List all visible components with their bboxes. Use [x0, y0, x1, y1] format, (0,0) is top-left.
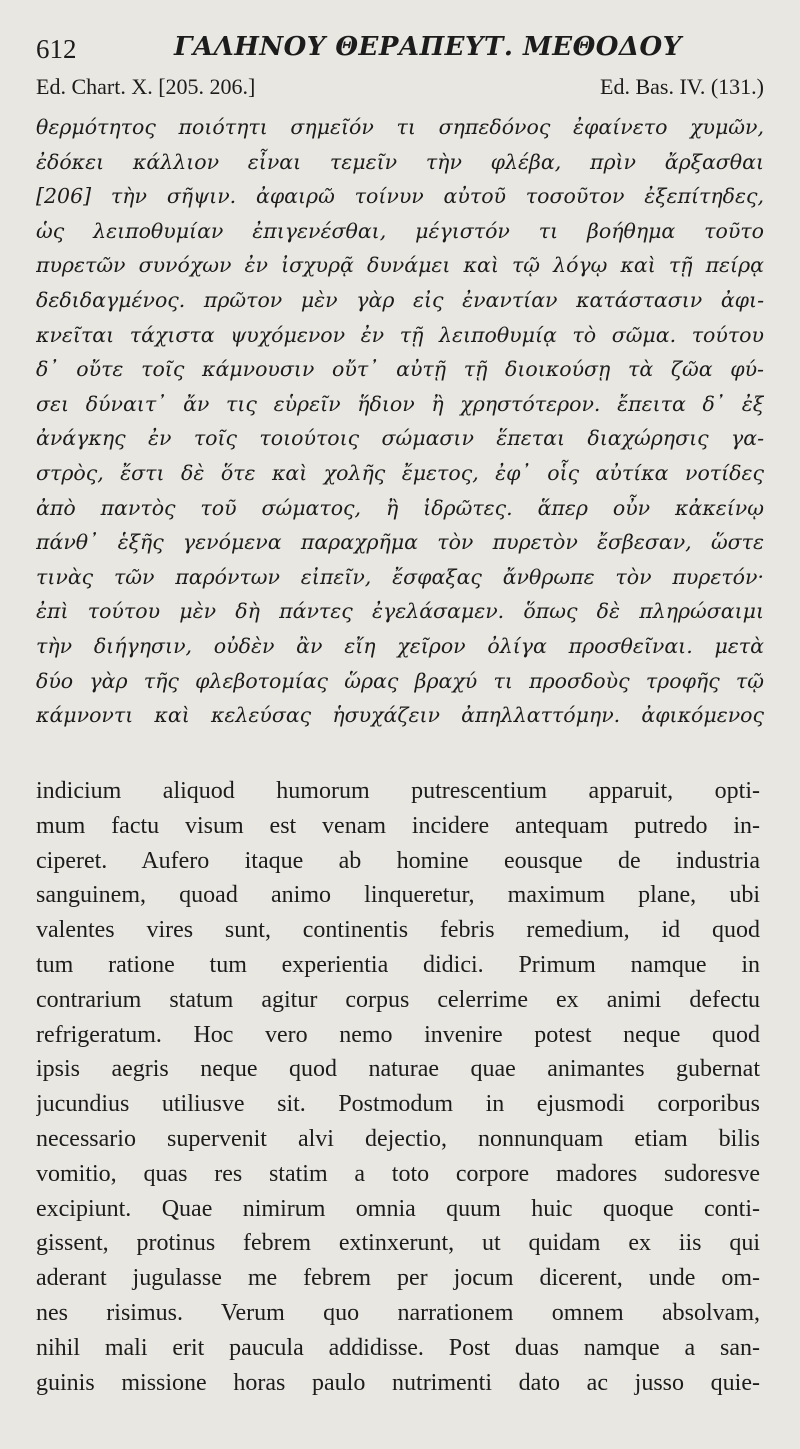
latin-text-line: valentes vires sunt, continentis febris remedium, id quod — [36, 917, 760, 944]
greek-text-line: δεδιδαγμένος. πρῶτον μὲν γὰρ εἰς ἐναντίαν κατάστασιν ἀφι- — [36, 287, 764, 312]
latin-text-line: necessario supervenit alvi dejectio, nonnunquam etiam bilis — [36, 1125, 760, 1152]
latin-text-line: contrarium statum agitur corpus celerrime ex animi defectu — [36, 986, 760, 1013]
latin-text-line: aderant jugulasse me febrem per jocum dicerent, unde om- — [36, 1265, 760, 1292]
greek-text-line: [206] τὴν σῆψιν. ἀφαιρῶ τοίνυν αὐτοῦ τοσοῦτον ἐξεπίτηδες, — [36, 184, 764, 209]
latin-text-line: indicium aliquod humorum putrescentium apparuit, opti- — [36, 778, 760, 804]
latin-text-line: ipsis aegris neque quod naturae quae animantes gubernat — [36, 1056, 760, 1083]
running-title: ΓΑΛΗΝΟΥ ΘΕΡΑΠΕΥΤ. ΜΕΘΟΔΟΥ — [174, 32, 682, 62]
edition-line — [36, 72, 764, 102]
greek-text-line: δύο γὰρ τῆς φλεβοτομίας ὥρας βραχύ τι προσδοὺς τροφῆς τῷ — [36, 668, 764, 693]
edition-chart-reference: Ed. Chart. X. [205. 206.] — [36, 74, 256, 99]
greek-text-line: ἀνάγκης ἐν τοῖς τοιούτοις σώμασιν ἕπεται διαχώρησις γα- — [36, 426, 764, 451]
greek-text-block — [36, 110, 764, 733]
latin-text-line: nihil mali erit paucula addidisse. Post duas namque a san- — [36, 1334, 760, 1361]
greek-text-line: κάμνοντι καὶ κελεύσας ἡσυχάζειν ἀπηλλαττόμην. ἀφικόμενος — [36, 703, 764, 728]
latin-text-line: vomitio, quas res statim a toto corpore madores sudoresve — [36, 1160, 760, 1187]
greek-text-line: σει δύναιτ᾽ ἄν τις εὑρεῖν ἥδιον ἢ χρηστότερον. ἔπειτα δ᾽ ἐξ — [36, 391, 764, 416]
greek-text-line: στρὸς, ἔστι δὲ ὅτε καὶ χολῆς ἔμετος, ἐφ᾽ οἷς αὐτίκα νοτίδες — [36, 460, 764, 485]
latin-text-line: guinis missione horas paulo nutrimenti dato ac jusso quie- — [36, 1369, 760, 1396]
latin-text-line: excipiunt. Quae nimirum omnia quum huic quoque conti- — [36, 1195, 760, 1222]
latin-text-line: gissent, protinus febrem extinxerunt, ut quidam ex iis qui — [36, 1230, 760, 1257]
greek-text-line: πυρετῶν συνόχων ἐν ἰσχυρᾷ δυνάμει καὶ τῷ λόγῳ καὶ τῇ πείρᾳ — [36, 253, 764, 278]
greek-text-line: ὡς λειποθυμίαν ἐπιγενέσθαι, μέγιστόν τι βοήθημα τοῦτο — [36, 218, 764, 243]
greek-text-line: τινὰς τῶν παρόντων εἰπεῖν, ἔσφαξας ἄνθρωπε τὸν πυρετόν· — [36, 564, 764, 589]
latin-text-line: sanguinem, quoad animo linqueretur, maximum plane, ubi — [36, 882, 760, 909]
greek-text-line: ἐπὶ τούτου μὲν δὴ πάντες ἐγελάσαμεν. ὅπως δὲ πληρώσαιμι — [36, 599, 764, 624]
latin-text-line: nes risimus. Verum quo narrationem omnem absolvam, — [36, 1299, 760, 1326]
latin-text-line: jucundius utiliusve sit. Postmodum in ejusmodi corporibus — [36, 1091, 760, 1118]
latin-text-line: tum ratione tum experientia didici. Primum namque in — [36, 951, 760, 978]
greek-text-line: δ᾽ οὔτε τοῖς κάμνουσιν οὔτ᾽ αὐτῇ τῇ διοικούσῃ τὰ ζῶα φύ- — [36, 357, 764, 382]
latin-text-line: ciperet. Aufero itaque ab homine eousque de industria — [36, 847, 760, 874]
page-number: 612 — [36, 34, 77, 64]
greek-text-line: ἀπὸ παντὸς τοῦ σώματος, ἢ ἱδρῶτες. ἅπερ οὖν κἀκείνῳ — [36, 495, 764, 520]
latin-text-line: mum factu visum est venam incidere antequam putredo in- — [36, 812, 760, 839]
greek-text-line: θερμότητος ποιότητι σημεῖόν τι σηπεδόνος ἐφαίνετο χυμῶν, — [36, 115, 764, 139]
latin-text-line: refrigeratum. Hoc vero nemo invenire potest neque quod — [36, 1021, 760, 1048]
latin-text-block — [36, 774, 760, 1400]
greek-text-line: ἐδόκει κάλλιον εἶναι τεμεῖν τὴν φλέβα, πρὶν ἄρξασθαι — [36, 149, 764, 174]
edition-basel-reference: Ed. Bas. IV. (131.) — [600, 74, 764, 99]
running-head — [36, 30, 764, 64]
greek-text-line: τὴν διήγησιν, οὐδὲν ἂν εἴη χεῖρον ὀλίγα προσθεῖναι. μετὰ — [36, 633, 764, 658]
greek-text-line: κνεῖται τάχιστα ψυχόμενον ἐν τῇ λειποθυμίᾳ τὸ σῶμα. τούτου — [36, 322, 764, 347]
greek-text-line: πάνθ᾽ ἑξῆς γενόμενα παραχρῆμα τὸν πυρετὸν ἔσβεσαν, ὥστε — [36, 530, 764, 555]
